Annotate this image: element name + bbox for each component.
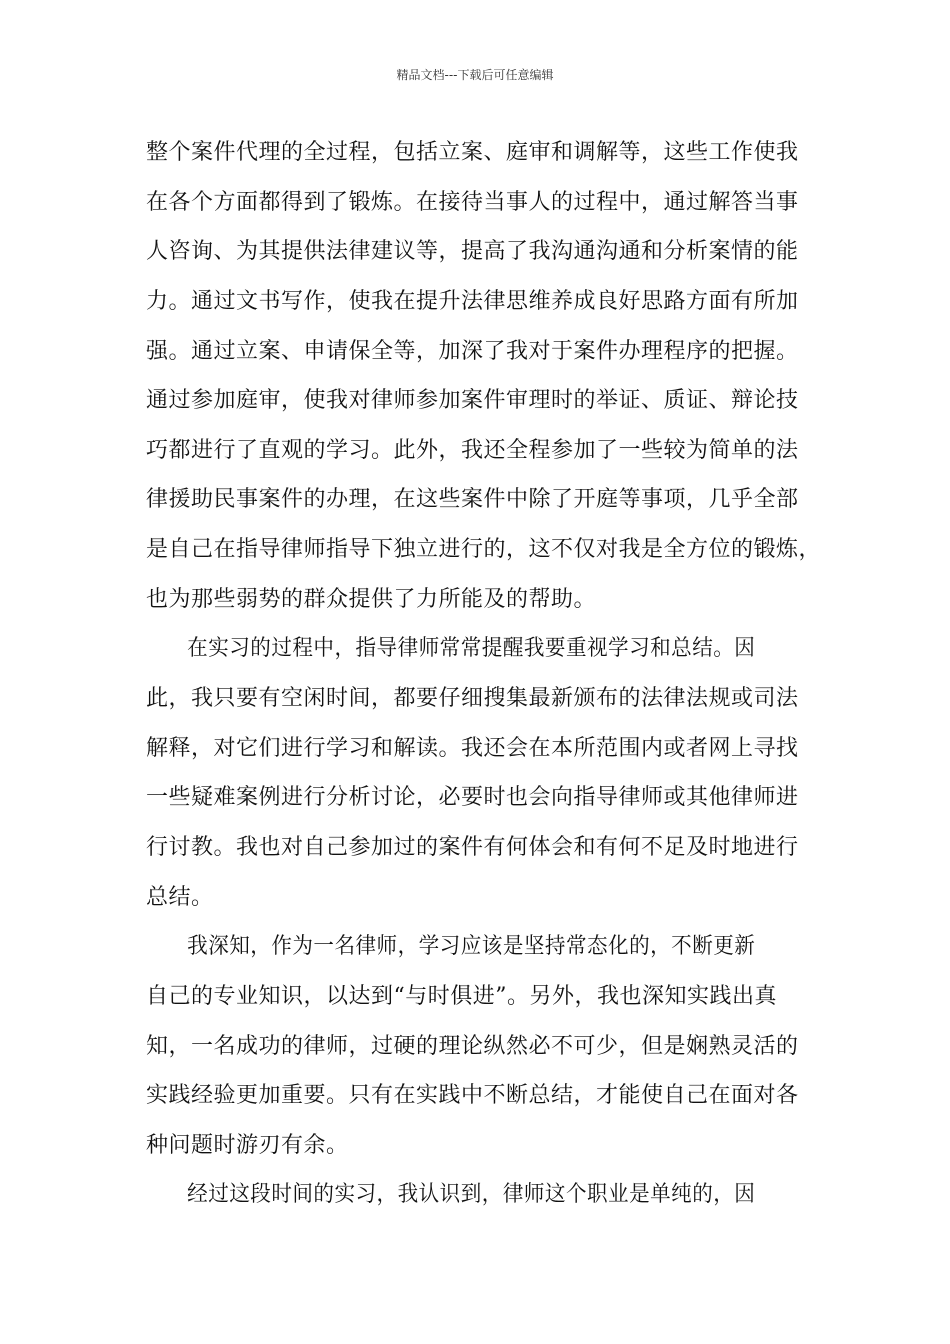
text-line: 在实习的过程中，指导律师常常提醒我要重视学习和总结。因 — [187, 636, 756, 662]
text-line: 总结。 — [146, 884, 214, 910]
text-line: 解释，对它们进行学习和解读。我还会在本所范围内或者网上寻找 — [146, 735, 799, 761]
text-line: 在各个方面都得到了锻炼。在接待当事人的过程中，通过解答当事 — [146, 189, 799, 215]
text-line: 人咨询、为其提供法律建议等，提高了我沟通沟通和分析案情的能 — [146, 239, 799, 265]
text-line: 整个案件代理的全过程，包括立案、庭审和调解等，这些工作使我 — [146, 140, 799, 165]
text-line: 行讨教。我也对自己参加过的案件有何体会和有何不足及时地进行 — [146, 834, 799, 860]
text-line: 自己的专业知识，以达到“与时俱进”。另外，我也深知实践出真 — [146, 983, 777, 1009]
text-line: 也为那些弱势的群众提供了力所能及的帮助。 — [146, 586, 597, 612]
text-line: 我深知，作为一名律师，学习应该是坚持常态化的，不断更新 — [187, 934, 756, 960]
text-line: 是自己在指导律师指导下独立进行的，这不仅对我是全方位的锻炼， — [146, 537, 822, 563]
text-line: 强。通过立案、申请保全等，加深了我对于案件办理程序的把握。 — [146, 338, 799, 364]
text-line: 通过参加庭审，使我对律师参加案件审理时的举证、质证、辩论技 — [146, 388, 799, 414]
text-line: 力。通过文书写作，使我在提升法律思维养成良好思路方面有所加 — [146, 288, 799, 314]
text-line: 一些疑难案例进行分析讨论，必要时也会向指导律师或其他律师进 — [146, 785, 799, 811]
text-line: 巧都进行了直观的学习。此外，我还全程参加了一些较为简单的法 — [146, 437, 799, 463]
text-line: 此，我只要有空闲时间，都要仔细搜集最新颁布的法律法规或司法 — [146, 686, 799, 712]
text-line: 实践经验更加重要。只有在实践中不断总结，才能使自己在面对各 — [146, 1083, 799, 1109]
text-line: 律援助民事案件的办理，在这些案件中除了开庭等事项，几乎全部 — [146, 487, 799, 513]
text-line: 经过这段时间的实习，我认识到，律师这个职业是单纯的，因 — [187, 1182, 756, 1208]
text-line: 知，一名成功的律师，过硬的理论纵然必不可少，但是娴熟灵活的 — [146, 1033, 799, 1059]
page-header: 精品文档---下载后可任意编辑 — [396, 68, 554, 82]
body-text — [146, 128, 826, 1220]
text-line: 种问题时游刃有余。 — [146, 1132, 349, 1158]
